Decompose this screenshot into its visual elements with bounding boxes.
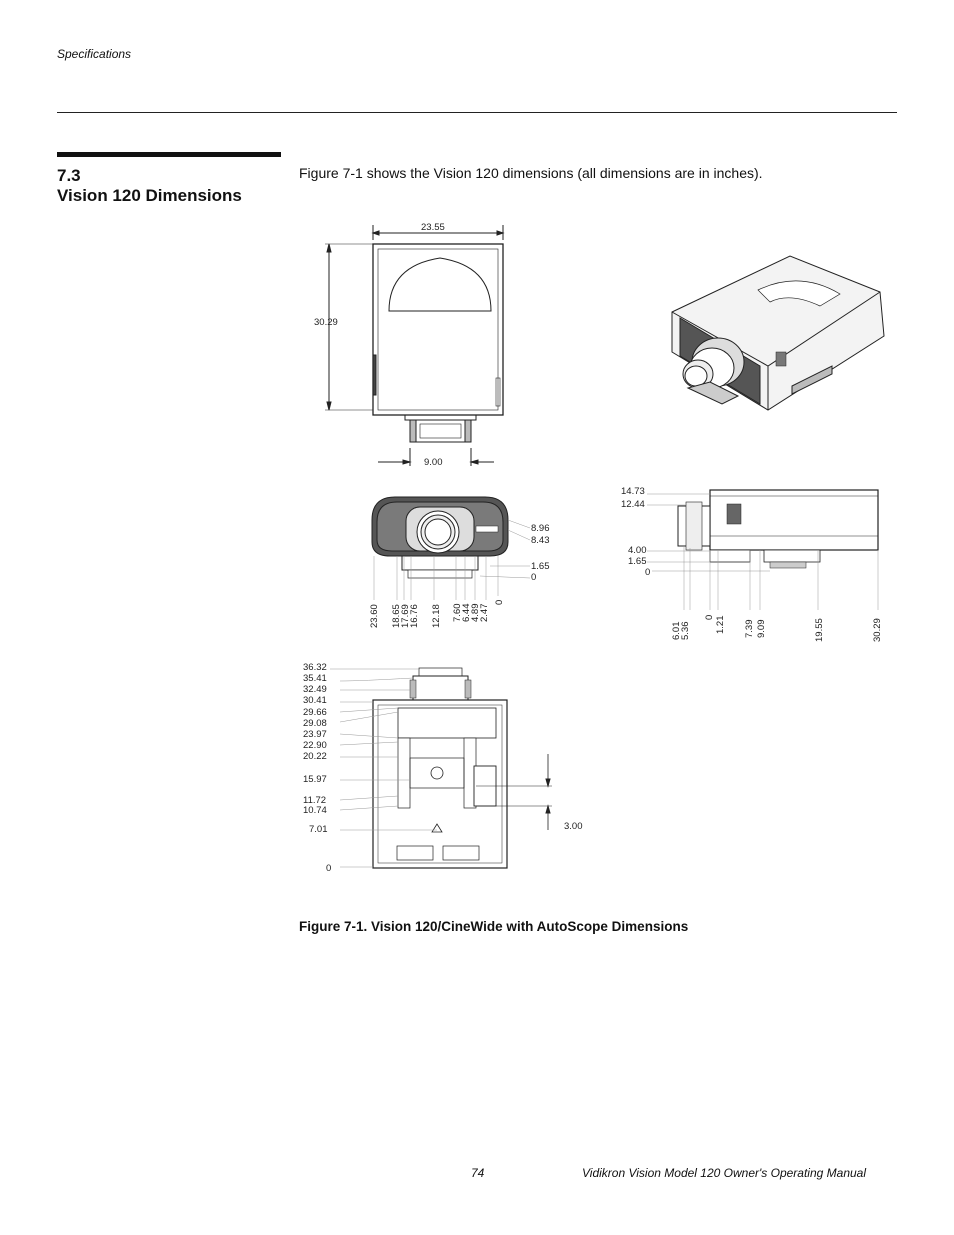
side-view-drawing [678,490,878,568]
bottom-right-label: 3.00 [564,821,583,832]
bottom-left-label: 32.49 [303,684,327,695]
isometric-view-drawing [672,256,884,410]
front-bottom-label: 23.60 [369,604,380,628]
bottom-left-label: 7.01 [309,824,328,835]
running-head: Specifications [57,47,132,61]
side-bottom-label: 7.39 [744,619,755,638]
bottom-view-drawing [373,668,552,868]
bottom-left-label: 0 [326,863,332,874]
bottom-left-label: 11.72 [303,795,327,806]
side-bottom-label: 30.29 [872,618,883,642]
side-left-label: 12.44 [621,499,645,510]
front-bottom-label: 0 [494,599,505,605]
figure-caption: Figure 7-1. Vision 120/CineWide with AutoScope Dimensions [299,919,689,934]
top-lens-width-label: 9.00 [424,457,443,468]
top-width-label: 23.55 [421,222,445,233]
side-left-label: 0 [645,567,651,578]
intro-paragraph: Figure 7-1 shows the Vision 120 dimensions (all dimensions are in inches). [299,165,763,181]
front-view-drawing [372,497,508,578]
front-bottom-label: 12.18 [431,604,442,628]
bottom-left-label: 20.22 [303,751,327,762]
front-bottom-label: 7.60 [452,603,463,622]
side-left-label: 14.73 [621,486,645,497]
bottom-left-label: 30.41 [303,695,327,706]
bottom-left-label: 22.90 [303,740,327,751]
section-title: Vision 120 Dimensions [57,186,242,205]
front-right-label: 0 [531,572,537,583]
front-right-label: 8.43 [531,535,550,546]
bottom-left-label: 23.97 [303,729,327,740]
front-right-label: 1.65 [531,561,550,572]
bottom-left-label: 29.08 [303,718,327,729]
front-bottom-label: 17.69 [400,604,411,628]
manual-title: Vidikron Vision Model 120 Owner's Operating Manual [582,1166,867,1180]
side-bottom-label: 0 [704,614,715,620]
front-bottom-label: 4.89 [470,603,481,622]
page-number: 74 [471,1166,485,1180]
side-bottom-label: 1.21 [715,615,726,634]
top-depth-label: 30.29 [314,317,338,328]
side-left-label: 1.65 [628,556,647,567]
side-left-label: 4.00 [628,545,647,556]
front-bottom-label: 18.65 [391,604,402,628]
front-bottom-label: 2.47 [479,603,490,622]
side-bottom-label: 5.36 [680,621,691,640]
front-right-label: 8.96 [531,523,550,534]
side-bottom-label: 6.01 [671,621,682,640]
front-bottom-label: 16.76 [409,604,420,628]
bottom-left-label: 35.41 [303,673,327,684]
section-number: 7.3 [57,166,81,185]
side-bottom-label: 9.09 [756,619,767,638]
front-bottom-label: 6.44 [461,603,472,622]
bottom-left-label: 10.74 [303,805,327,816]
top-view-drawing [325,225,503,466]
bottom-left-label: 15.97 [303,774,327,785]
bottom-left-label: 36.32 [303,662,327,673]
bottom-left-label: 29.66 [303,707,327,718]
side-bottom-label: 19.55 [814,618,825,642]
